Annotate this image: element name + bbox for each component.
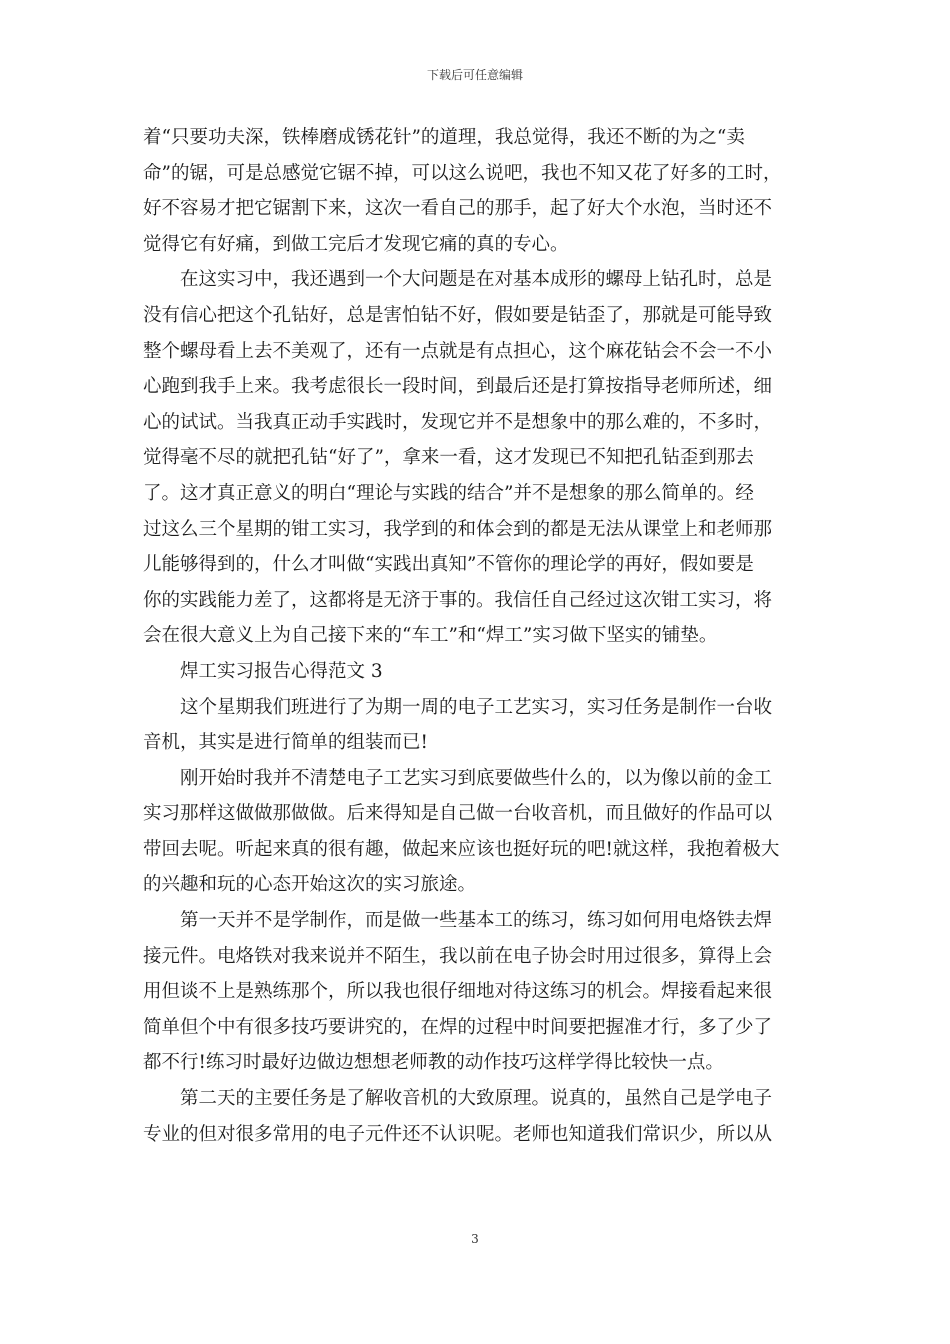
text-line: 接元件。电烙铁对我来说并不陌生，我以前在电子协会时用过很多，算得上会 (143, 945, 773, 967)
text-line: 心跑到我手上来。我考虑很长一段时间，到最后还是打算按指导老师所述，细 (143, 376, 773, 398)
text-line: 好不容易才把它锯割下来，这次一看自己的那手，起了好大个水泡，当时还不 (143, 198, 773, 220)
text-line: 的兴趣和玩的心态开始这次的实习旅途。 (143, 874, 477, 896)
page-number: 3 (471, 1232, 479, 1246)
text-line: 你的实践能力差了，这都将是无济于事的。我信任自己经过这次钳工实习，将 (143, 589, 773, 611)
section-heading: 焊工实习报告心得范文 3 (143, 660, 383, 682)
text-line: 了。这才真正意义的明白“理论与实践的结合”并不是想象的那么简单的。经 (143, 482, 754, 504)
text-line: 第二天的主要任务是了解收音机的大致原理。说真的，虽然自己是学电子 (143, 1088, 773, 1110)
text-line: 着“只要功夫深，铁棒磨成锈花针”的道理，我总觉得，我还不断的为之“卖 (143, 127, 745, 148)
text-line: 这个星期我们班进行了为期一周的电子工艺实习，实习任务是制作一台收 (143, 696, 773, 718)
text-line: 整个螺母看上去不美观了，还有一点就是有点担心，这个麻花钻会不会一不小 (143, 340, 773, 362)
text-line: 实习那样这做做那做做。后来得知是自己做一台收音机，而且做好的作品可以 (143, 803, 773, 825)
text-line: 过这么三个星期的钳工实习，我学到的和体会到的都是无法从课堂上和老师那 (143, 518, 773, 540)
text-line: 用但谈不上是熟练那个，所以我也很仔细地对待这练习的机会。焊接看起来很 (143, 981, 773, 1003)
page-header: 下载后可任意编辑 (426, 68, 523, 82)
text-line: 会在很大意义上为自己接下来的“车工”和“焊工”实习做下坚实的铺垫。 (143, 625, 718, 647)
text-line: 没有信心把这个孔钻好，总是害怕钻不好，假如要是钻歪了，那就是可能导致 (143, 304, 773, 326)
text-line: 命”的锯，可是总感觉它锯不掉，可以这么说吧，我也不知又花了好多的工时， (143, 162, 782, 184)
text-line: 觉得它有好痛，到做工完后才发现它痛的真的专心。 (143, 233, 569, 255)
text-line: 音机，其实是进行简单的组装而已! (143, 732, 428, 754)
text-line: 第一天并不是学制作，而是做一些基本工的练习，练习如何用电烙铁去焊 (143, 910, 773, 932)
text-line: 儿能够得到的，什么才叫做“实践出真知”不管你的理论学的再好，假如要是 (143, 554, 754, 576)
text-line: 简单但个中有很多技巧要讲究的，在焊的过程中时间要把握准才行，多了少了 (143, 1016, 773, 1038)
text-line: 刚开始时我并不清楚电子工艺实习到底要做些什么的，以为像以前的金工 (143, 767, 773, 789)
text-line: 专业的但对很多常用的电子元件还不认识呢。老师也知道我们常识少，所以从 (143, 1123, 773, 1145)
text-line: 觉得毫不尽的就把孔钻“好了”，拿来一看，这才发现已不知把孔钻歪到那去 (143, 447, 754, 469)
text-line: 带回去呢。听起来真的很有趣，做起来应该也挺好玩的吧!就这样，我抱着极大 (143, 838, 780, 860)
text-line: 心的试试。当我真正动手实践时，发现它并不是想象中的那么难的，不多时， (143, 411, 773, 433)
document-body (143, 120, 807, 1152)
text-line: 都不行!练习时最好边做边想想老师教的动作技巧这样学得比较快一点。 (143, 1052, 724, 1074)
text-line: 在这实习中，我还遇到一个大问题是在对基本成形的螺母上钻孔时，总是 (143, 269, 773, 291)
